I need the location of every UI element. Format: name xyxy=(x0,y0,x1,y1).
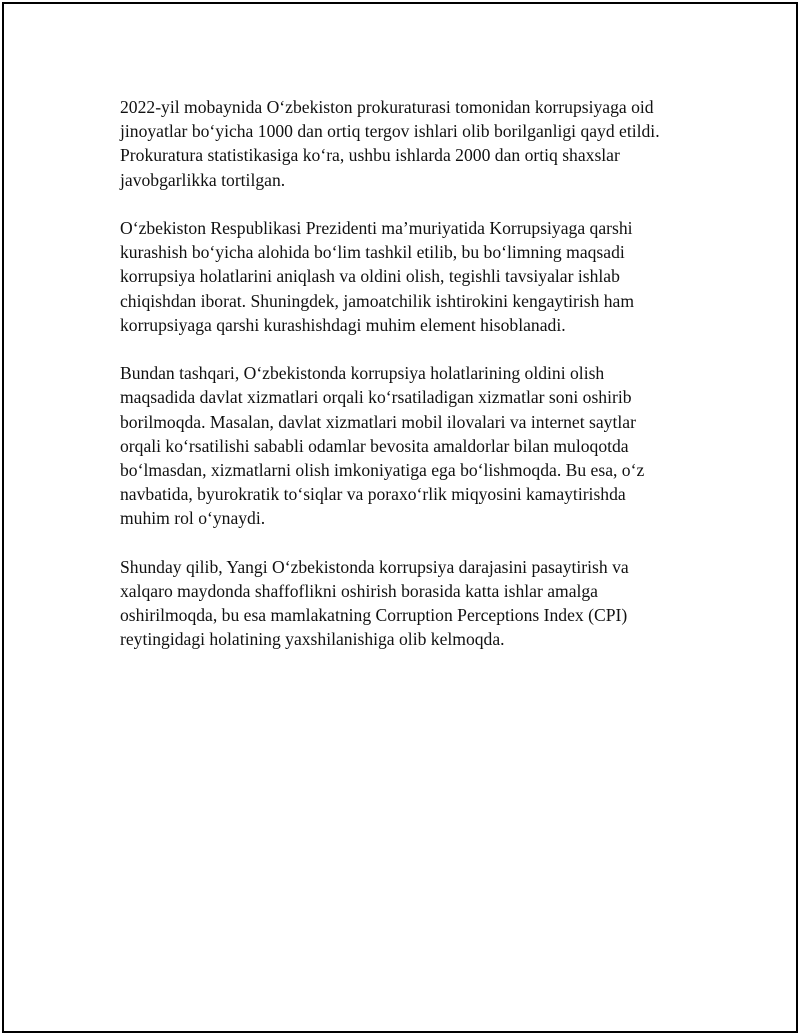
paragraph-4: Shunday qilib, Yangi O‘zbekistonda korrupsiya darajasini pasaytirish va xalqaro maydonda shaffoflikni oshirish borasida katta ishlar amalga oshirilmoqda, bu esa mamlakatning Corruption Perceptions Index (CPI) reytingidagi holatining yaxshilanishiga olib kelmoqda. xyxy=(120,556,629,650)
page-frame xyxy=(2,2,798,1033)
document-body xyxy=(120,95,710,676)
paragraph-3: Bundan tashqari, O‘zbekistonda korrupsiya holatlarining oldini olish maqsadida davlat xizmatlari orqali ko‘rsatiladigan xizmatlar soni oshirib borilmoqda. Masalan, davlat xizmatlari mobil ilovalari va internet saytlar orqali ko‘rsatilishi sababli odamlar bevosita amaldorlar bilan muloqotda bo‘lmasdan, xizmatlarni olish imkoniyatiga ega bo‘lishmoqda. Bu esa, o‘z navbatida, byurokratik to‘siqlar va poraxo‘rlik miqyosini kamaytirishda muhim rol o‘ynaydi. xyxy=(120,363,645,529)
paragraph-1: 2022-yil mobaynida O‘zbekiston prokuraturasi tomonidan korrupsiyaga oid jinoyatlar bo‘yicha 1000 dan ortiq tergov ishlari olib borilganligi qayd etildi. Prokuratura statistikasiga ko‘ra, ushbu ishlarda 2000 dan ortiq shaxslar javobgarlikka tortilgan. xyxy=(120,97,660,190)
paragraph-2: O‘zbekiston Respublikasi Prezidenti ma’muriyatida Korrupsiyaga qarshi kurashish bo‘yicha alohida bo‘lim tashkil etilib, bu bo‘limning maqsadi korrupsiya holatlarini aniqlash va oldini olish, tegishli tavsiyalar ishlab chiqishdan iborat. Shuningdek, jamoatchilik ishtirokini kengaytirish ham korrupsiyaga qarshi kurashishdagi muhim element hisoblanadi. xyxy=(120,218,635,335)
